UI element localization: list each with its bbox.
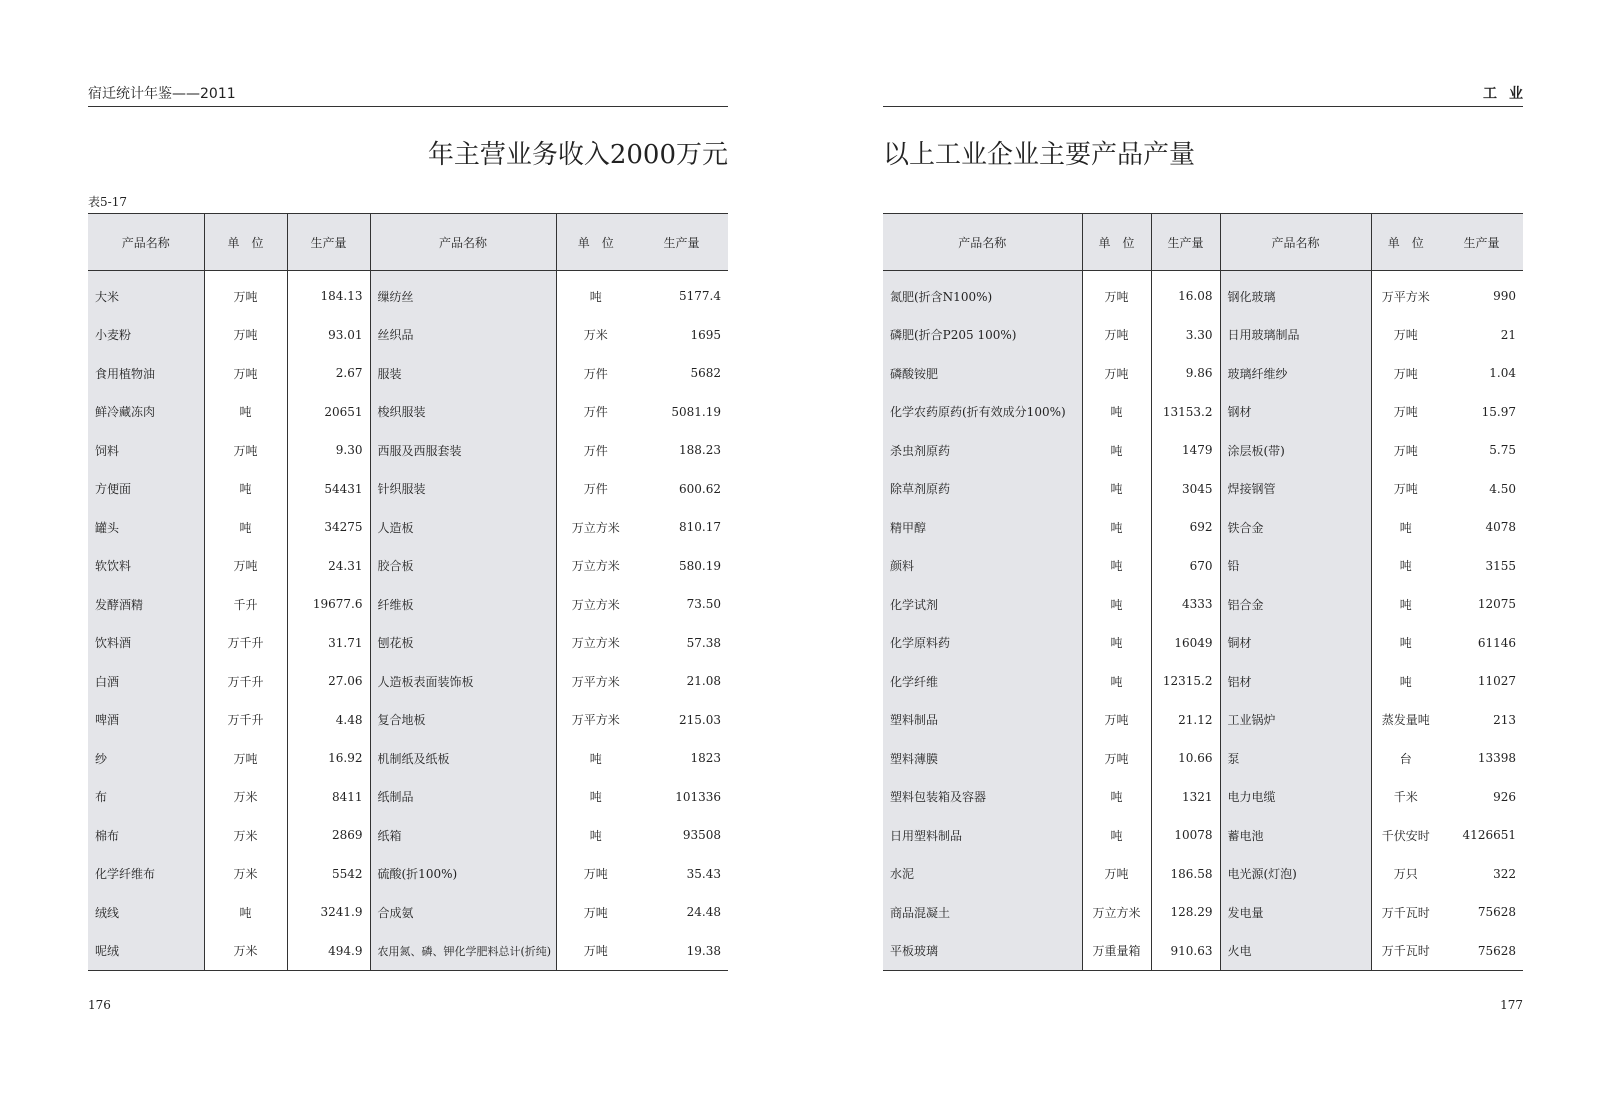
product-name-cell: 化学纤维 (883, 662, 1082, 701)
product-name-cell: 磷酸铵肥 (883, 354, 1082, 393)
product-name-cell: 小麦粉 (88, 316, 204, 355)
products-table-right (883, 213, 1523, 971)
output-cell: 3.30 (1151, 316, 1220, 355)
unit-cell: 万平方米 (556, 662, 635, 701)
output-cell: 2869 (287, 816, 370, 855)
output-cell: 93.01 (287, 316, 370, 355)
output-cell: 54431 (287, 470, 370, 509)
unit-cell: 万米 (204, 778, 287, 817)
product-name-cell: 呢绒 (88, 932, 204, 971)
table-row (88, 354, 728, 393)
product-name-cell: 颜料 (883, 547, 1082, 586)
product-name-cell: 大米 (88, 271, 204, 316)
product-name-cell: 商品混凝土 (883, 893, 1082, 932)
unit-cell: 万吨 (204, 316, 287, 355)
product-name-cell: 化学原料药 (883, 624, 1082, 663)
output-cell: 15.97 (1481, 404, 1516, 419)
unit-cell: 万重量箱 (1082, 932, 1151, 971)
running-head (88, 86, 728, 107)
product-name-cell: 工业锅炉 (1220, 701, 1371, 740)
output-cell: 670 (1151, 547, 1220, 586)
unit-cell: 万吨 (204, 431, 287, 470)
output-cell: 10.66 (1151, 739, 1220, 778)
unit-cell: 吨 (204, 508, 287, 547)
table-row (88, 662, 728, 701)
table-row (883, 271, 1523, 316)
product-name-cell: 发酵酒精 (88, 585, 204, 624)
table-row (883, 547, 1523, 586)
column-header: 产品名称 (1220, 214, 1371, 271)
output-cell: 13153.2 (1151, 393, 1220, 432)
table-row (883, 662, 1523, 701)
right-page (883, 0, 1535, 1099)
product-name-cell: 除草剂原药 (883, 470, 1082, 509)
unit-cell: 万米 (204, 855, 287, 894)
product-name-cell: 方便面 (88, 470, 204, 509)
output-cell: 1479 (1151, 431, 1220, 470)
output-cell: 322 (1493, 866, 1516, 881)
table-row (883, 893, 1523, 932)
table-row (88, 932, 728, 971)
column-header: 生产量 (1440, 214, 1523, 271)
table-header-row (88, 214, 728, 271)
table-row (883, 624, 1523, 663)
output-cell: 2.67 (287, 354, 370, 393)
output-cell: 16.92 (287, 739, 370, 778)
unit-cell: 吨 (1082, 816, 1151, 855)
unit-cell: 万吨 (204, 271, 287, 316)
output-cell: 213 (1493, 712, 1516, 727)
output-cell: 5682 (690, 366, 721, 381)
product-name-cell: 鲜冷藏冻肉 (88, 393, 204, 432)
output-cell: 184.13 (287, 271, 370, 316)
output-cell: 4.50 (1489, 481, 1516, 496)
output-cell: 128.29 (1151, 893, 1220, 932)
table-row (883, 354, 1523, 393)
table-row (883, 431, 1523, 470)
unit-cell: 万吨 (1082, 855, 1151, 894)
unit-cell: 万只 (1371, 855, 1440, 894)
unit-cell: 万吨 (1082, 271, 1151, 316)
unit-cell: 万吨 (204, 354, 287, 393)
unit-cell: 吨 (1082, 547, 1151, 586)
output-cell: 910.63 (1151, 932, 1220, 971)
unit-cell: 吨 (1082, 470, 1151, 509)
product-name-cell: 杀虫剂原药 (883, 431, 1082, 470)
product-name-cell: 铅 (1220, 547, 1371, 586)
product-name-cell: 白酒 (88, 662, 204, 701)
output-cell: 16.08 (1151, 271, 1220, 316)
output-cell: 27.06 (287, 662, 370, 701)
table-header-row (883, 214, 1523, 271)
table-row (88, 778, 728, 817)
product-name-cell: 泵 (1220, 739, 1371, 778)
product-name-cell: 西服及西服套装 (370, 431, 556, 470)
table-row (883, 932, 1523, 971)
table-row (883, 701, 1523, 740)
table-row (883, 316, 1523, 355)
page-number: 177 (1500, 998, 1523, 1012)
unit-cell: 万米 (556, 316, 635, 355)
unit-cell: 万件 (556, 470, 635, 509)
running-head-text: 宿迁统计年鉴——2011 (88, 86, 236, 102)
product-name-cell: 人造板表面装饰板 (370, 662, 556, 701)
left-page (88, 0, 728, 1099)
unit-cell: 万吨 (1371, 316, 1440, 355)
unit-cell: 万千升 (204, 701, 287, 740)
unit-cell: 吨 (556, 271, 635, 316)
table-row (88, 470, 728, 509)
product-name-cell: 绒线 (88, 893, 204, 932)
unit-cell: 万吨 (1371, 393, 1440, 432)
output-cell: 692 (1151, 508, 1220, 547)
table-row (88, 585, 728, 624)
unit-cell: 蒸发量吨 (1371, 701, 1440, 740)
unit-cell: 万千升 (204, 662, 287, 701)
unit-cell: 万吨 (556, 893, 635, 932)
unit-cell: 万立方米 (1082, 893, 1151, 932)
output-cell: 5.75 (1489, 443, 1516, 458)
product-name-cell: 罐头 (88, 508, 204, 547)
unit-cell: 吨 (204, 470, 287, 509)
unit-cell: 吨 (1371, 662, 1440, 701)
table-row (883, 508, 1523, 547)
output-cell: 57.38 (686, 635, 721, 650)
output-cell: 8411 (287, 778, 370, 817)
output-cell: 188.23 (679, 443, 721, 458)
output-cell: 5177.4 (679, 289, 721, 304)
table-row (88, 701, 728, 740)
product-name-cell: 软饮料 (88, 547, 204, 586)
unit-cell: 千伏安时 (1371, 816, 1440, 855)
unit-cell: 吨 (556, 739, 635, 778)
output-cell: 73.50 (686, 597, 721, 612)
product-name-cell: 日用塑料制品 (883, 816, 1082, 855)
output-cell: 4.48 (287, 701, 370, 740)
unit-cell: 万平方米 (556, 701, 635, 740)
unit-cell: 吨 (556, 778, 635, 817)
product-name-cell: 棉布 (88, 816, 204, 855)
product-name-cell: 玻璃纤维纱 (1220, 354, 1371, 393)
product-name-cell: 氮肥(折含N100%) (883, 271, 1082, 316)
product-name-cell: 农用氮、磷、钾化学肥料总计(折纯) (370, 932, 556, 971)
output-cell: 4333 (1151, 585, 1220, 624)
unit-cell: 万吨 (204, 547, 287, 586)
product-name-cell: 啤酒 (88, 701, 204, 740)
table-row (88, 316, 728, 355)
product-name-cell: 化学试剂 (883, 585, 1082, 624)
unit-cell: 万立方米 (556, 624, 635, 663)
output-cell: 810.17 (679, 520, 721, 535)
unit-cell: 万吨 (1082, 739, 1151, 778)
column-header: 生产量 (1151, 214, 1220, 271)
product-name-cell: 化学纤维布 (88, 855, 204, 894)
output-cell: 12315.2 (1151, 662, 1220, 701)
product-name-cell: 梭织服装 (370, 393, 556, 432)
column-header: 单 位 (556, 214, 635, 271)
product-name-cell: 胶合板 (370, 547, 556, 586)
output-cell: 9.86 (1151, 354, 1220, 393)
output-cell: 19677.6 (287, 585, 370, 624)
product-name-cell: 复合地板 (370, 701, 556, 740)
unit-cell: 千升 (204, 585, 287, 624)
product-name-cell: 焊接钢管 (1220, 470, 1371, 509)
unit-cell: 万立方米 (556, 508, 635, 547)
output-cell: 21 (1500, 327, 1516, 342)
unit-cell: 万吨 (1082, 316, 1151, 355)
product-name-cell: 火电 (1220, 932, 1371, 971)
product-name-cell: 平板玻璃 (883, 932, 1082, 971)
output-cell: 186.58 (1151, 855, 1220, 894)
output-cell: 990 (1493, 289, 1516, 304)
product-name-cell: 化学农药原药(折有效成分100%) (883, 393, 1082, 432)
unit-cell: 万吨 (556, 932, 635, 971)
product-name-cell: 人造板 (370, 508, 556, 547)
product-name-cell: 合成氨 (370, 893, 556, 932)
product-name-cell: 纱 (88, 739, 204, 778)
output-cell: 35.43 (686, 866, 721, 881)
output-cell: 13398 (1477, 751, 1516, 766)
unit-cell: 吨 (1082, 778, 1151, 817)
unit-cell: 万千瓦时 (1371, 893, 1440, 932)
product-name-cell: 纤维板 (370, 585, 556, 624)
unit-cell: 万平方米 (1371, 271, 1440, 316)
product-name-cell: 电力电缆 (1220, 778, 1371, 817)
products-table-left (88, 213, 728, 971)
table-row (88, 393, 728, 432)
output-cell: 1695 (690, 327, 721, 342)
page-number: 176 (88, 998, 111, 1012)
unit-cell: 万米 (204, 816, 287, 855)
output-cell: 3045 (1151, 470, 1220, 509)
unit-cell: 万立方米 (556, 585, 635, 624)
table-row (883, 585, 1523, 624)
product-name-cell: 纸箱 (370, 816, 556, 855)
unit-cell: 万千瓦时 (1371, 932, 1440, 971)
output-cell: 926 (1493, 789, 1516, 804)
product-name-cell: 铁合金 (1220, 508, 1371, 547)
output-cell: 3241.9 (287, 893, 370, 932)
output-cell: 3155 (1485, 558, 1516, 573)
product-name-cell: 塑料包装箱及容器 (883, 778, 1082, 817)
table-row (883, 816, 1523, 855)
unit-cell: 吨 (204, 893, 287, 932)
output-cell: 34275 (287, 508, 370, 547)
unit-cell: 吨 (1082, 393, 1151, 432)
product-name-cell: 纸制品 (370, 778, 556, 817)
table-row (883, 778, 1523, 817)
output-cell: 21.08 (686, 674, 721, 689)
unit-cell: 吨 (1082, 662, 1151, 701)
product-name-cell: 丝织品 (370, 316, 556, 355)
output-cell: 31.71 (287, 624, 370, 663)
column-header: 单 位 (1371, 214, 1440, 271)
unit-cell: 万吨 (1371, 431, 1440, 470)
table-row (883, 739, 1523, 778)
product-name-cell: 钢材 (1220, 393, 1371, 432)
unit-cell: 万千升 (204, 624, 287, 663)
column-header: 产品名称 (88, 214, 204, 271)
table-row (88, 739, 728, 778)
unit-cell: 万米 (204, 932, 287, 971)
unit-cell: 万件 (556, 393, 635, 432)
output-cell: 10078 (1151, 816, 1220, 855)
table-row (88, 271, 728, 316)
column-header: 产品名称 (883, 214, 1082, 271)
product-name-cell: 蓄电池 (1220, 816, 1371, 855)
output-cell: 494.9 (287, 932, 370, 971)
unit-cell: 吨 (1371, 547, 1440, 586)
table-row (88, 547, 728, 586)
output-cell: 600.62 (679, 481, 721, 496)
unit-cell: 万吨 (204, 739, 287, 778)
output-cell: 1321 (1151, 778, 1220, 817)
table-row (88, 816, 728, 855)
table-row (88, 508, 728, 547)
output-cell: 19.38 (686, 943, 721, 958)
product-name-cell: 涂层板(带) (1220, 431, 1371, 470)
output-cell: 61146 (1477, 635, 1516, 650)
unit-cell: 万吨 (1371, 354, 1440, 393)
running-head (883, 86, 1535, 107)
table-body (883, 271, 1523, 971)
output-cell: 101336 (675, 789, 721, 804)
table-row (88, 431, 728, 470)
output-cell: 24.31 (287, 547, 370, 586)
product-name-cell: 布 (88, 778, 204, 817)
output-cell: 24.48 (686, 905, 721, 920)
product-name-cell: 硫酸(折100%) (370, 855, 556, 894)
unit-cell: 万吨 (1082, 701, 1151, 740)
running-head-text: 工业 (1483, 86, 1535, 102)
product-name-cell: 机制纸及纸板 (370, 739, 556, 778)
product-name-cell: 饮料酒 (88, 624, 204, 663)
product-name-cell: 电光源(灯泡) (1220, 855, 1371, 894)
page-title: 年主营业务收入2000万元 (427, 140, 728, 170)
table-row (88, 893, 728, 932)
column-header: 单 位 (204, 214, 287, 271)
output-cell: 93508 (682, 828, 721, 843)
product-name-cell: 食用植物油 (88, 354, 204, 393)
output-cell: 1823 (690, 751, 721, 766)
product-name-cell: 饲料 (88, 431, 204, 470)
unit-cell: 吨 (1371, 508, 1440, 547)
unit-cell: 万立方米 (556, 547, 635, 586)
table-row (88, 624, 728, 663)
unit-cell: 吨 (1082, 508, 1151, 547)
product-name-cell: 日用玻璃制品 (1220, 316, 1371, 355)
output-cell: 75628 (1477, 943, 1516, 958)
output-cell: 16049 (1151, 624, 1220, 663)
product-name-cell: 刨花板 (370, 624, 556, 663)
product-name-cell: 水泥 (883, 855, 1082, 894)
table-row (88, 855, 728, 894)
unit-cell: 吨 (1082, 624, 1151, 663)
unit-cell: 吨 (556, 816, 635, 855)
product-name-cell: 发电量 (1220, 893, 1371, 932)
output-cell: 12075 (1477, 597, 1516, 612)
table-number: 表5-17 (88, 195, 127, 209)
product-name-cell: 精甲醇 (883, 508, 1082, 547)
column-header: 生产量 (635, 214, 728, 271)
product-name-cell: 服装 (370, 354, 556, 393)
output-cell: 1.04 (1489, 366, 1516, 381)
unit-cell: 千米 (1371, 778, 1440, 817)
unit-cell: 万件 (556, 354, 635, 393)
output-cell: 75628 (1477, 905, 1516, 920)
product-name-cell: 钢化玻璃 (1220, 271, 1371, 316)
product-name-cell: 磷肥(折合P205 100%) (883, 316, 1082, 355)
product-name-cell: 铝合金 (1220, 585, 1371, 624)
page-title: 以上工业企业主要产品产量 (883, 140, 1196, 170)
output-cell: 21.12 (1151, 701, 1220, 740)
output-cell: 4078 (1485, 520, 1516, 535)
output-cell: 5081.19 (671, 404, 721, 419)
unit-cell: 吨 (1082, 585, 1151, 624)
product-name-cell: 塑料薄膜 (883, 739, 1082, 778)
output-cell: 9.30 (287, 431, 370, 470)
unit-cell: 万吨 (556, 855, 635, 894)
table-row (883, 855, 1523, 894)
unit-cell: 吨 (1371, 585, 1440, 624)
product-name-cell: 铜材 (1220, 624, 1371, 663)
unit-cell: 吨 (1082, 431, 1151, 470)
unit-cell: 吨 (204, 393, 287, 432)
product-name-cell: 缫纺丝 (370, 271, 556, 316)
table-row (883, 470, 1523, 509)
unit-cell: 台 (1371, 739, 1440, 778)
output-cell: 580.19 (679, 558, 721, 573)
column-header: 单 位 (1082, 214, 1151, 271)
output-cell: 4126651 (1462, 828, 1516, 843)
product-name-cell: 铝材 (1220, 662, 1371, 701)
output-cell: 215.03 (679, 712, 721, 727)
unit-cell: 万吨 (1371, 470, 1440, 509)
unit-cell: 万件 (556, 431, 635, 470)
output-cell: 5542 (287, 855, 370, 894)
unit-cell: 吨 (1371, 624, 1440, 663)
product-name-cell: 塑料制品 (883, 701, 1082, 740)
output-cell: 11027 (1477, 674, 1516, 689)
column-header: 生产量 (287, 214, 370, 271)
table-row (883, 393, 1523, 432)
unit-cell: 万吨 (1082, 354, 1151, 393)
table-body (88, 271, 728, 971)
output-cell: 20651 (287, 393, 370, 432)
column-header: 产品名称 (370, 214, 556, 271)
product-name-cell: 针织服装 (370, 470, 556, 509)
